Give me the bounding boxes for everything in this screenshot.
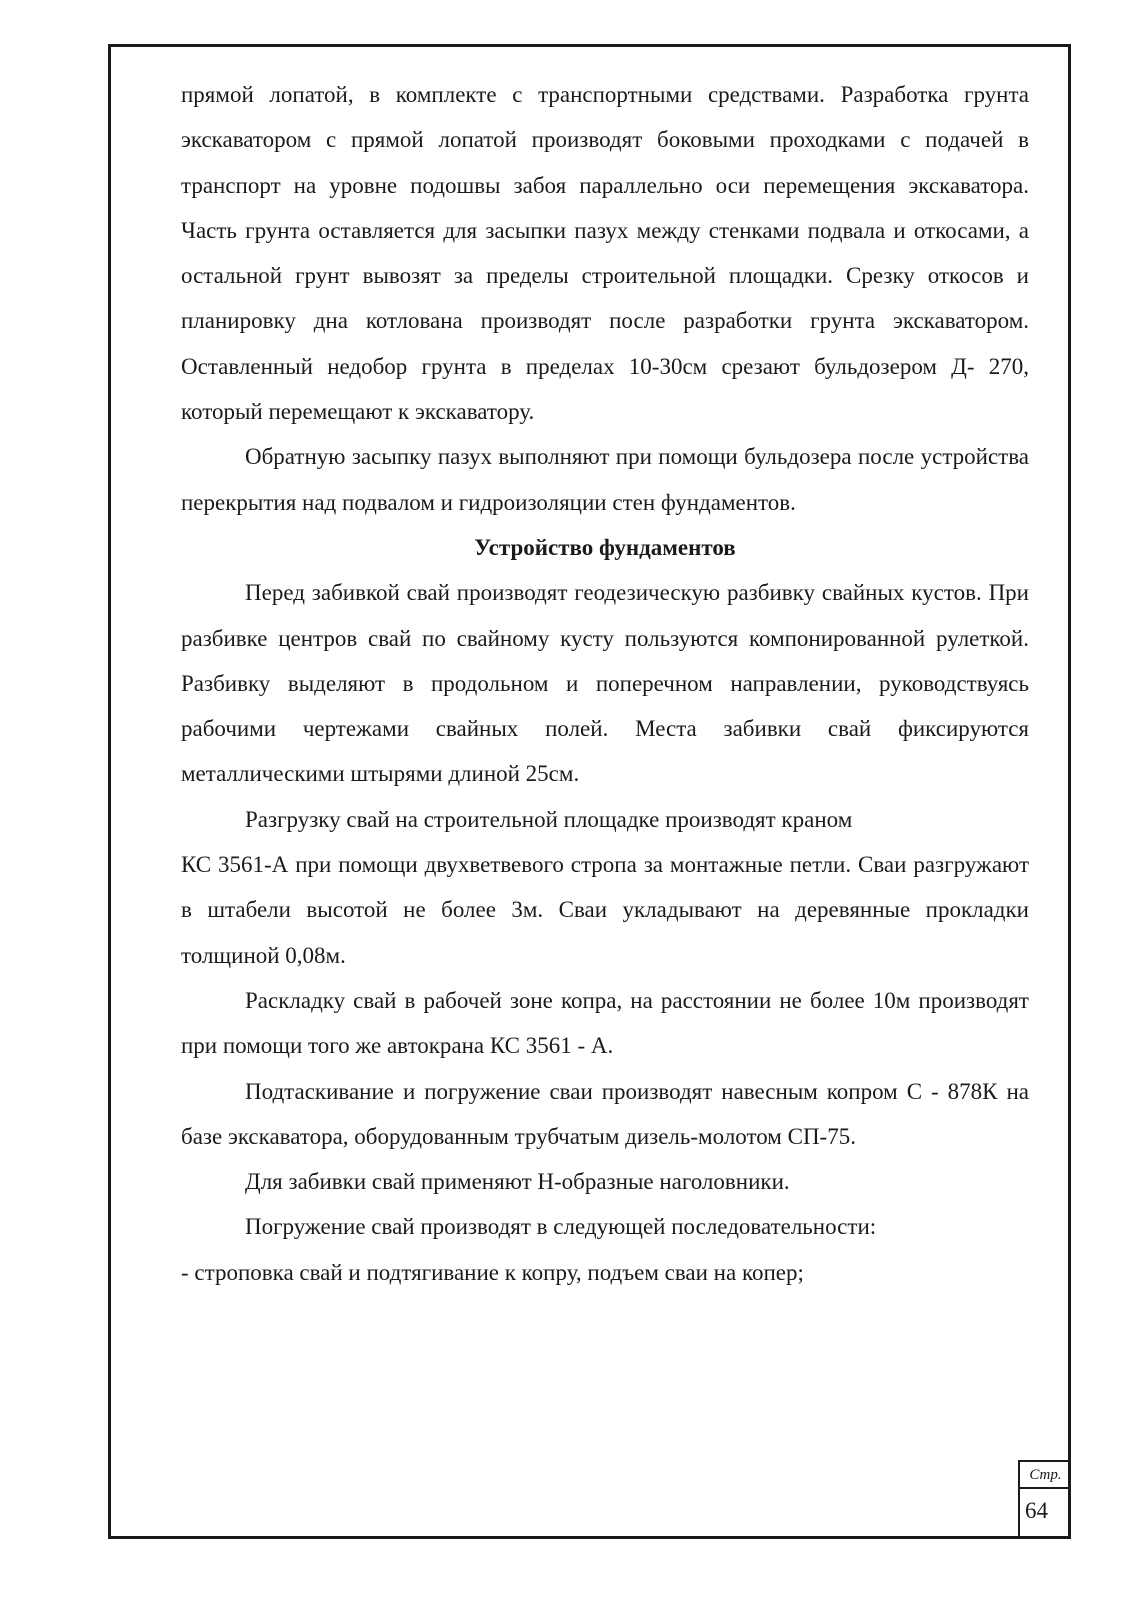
list-item: - строповка свай и подтягивание к копру, подъем сваи на копер; [181, 1259, 804, 1285]
paragraph: прямой лопатой, в комплекте с транспортными средствами. Разработка грунта экскаватором с прямой лопатой производят боковыми проходками с подачей в транспорт на уровне подошвы забоя параллельно оси перемещения экскаватора. Часть грунта оставляется для засыпки пазух между стенками подвала и откосами, а остальной грунт вывозят за пределы строительной площадки. Срезку откосов и планировку дна котлована производят после разработки грунта экскаватором. Оставленный недобор грунта в пределах 10-30см срезают бульдозером Д- 270, который перемещают к экскаватору. [181, 82, 1029, 425]
paragraph: Подтаскивание и погружение сваи производят навесным копром С - 878К на базе экскаватора, оборудованным трубчатым дизель-молотом СП-75. [181, 1078, 1029, 1149]
section-heading: Устройство фундаментов [474, 534, 736, 560]
paragraph: Погружение свай производят в следующей последовательности: [245, 1214, 877, 1240]
paragraph: КС 3561-А при помощи двухветвевого стропа за монтажные петли. Сваи разгружают в штабели высотой не более 3м. Сваи укладывают на деревянные прокладки толщиной 0,08м. [181, 852, 1029, 968]
paragraph: Перед забивкой свай производят геодезическую разбивку свайных кустов. При разбивке центров свай по свайному кусту пользуются компонированной рулеткой. Разбивку выделяют в продольном и поперечном направлении, руководствуясь рабочими чертежами свайных полей. Места забивки свай фиксируются металлическими штырями длиной 25см. [181, 580, 1029, 787]
page-content [181, 72, 1029, 1295]
paragraph: Для забивки свай применяют Н-образные наголовники. [245, 1169, 790, 1195]
paragraph: Обратную засыпку пазух выполняют при помощи бульдозера после устройства перекрытия над подвалом и гидроизоляции стен фундаментов. [181, 444, 1029, 515]
page-number: 64 [1025, 1498, 1048, 1523]
page-number-box [1018, 1460, 1071, 1539]
page-label: Стр. [1020, 1462, 1071, 1489]
paragraph: Разгрузку свай на строительной площадке производят краном [245, 806, 853, 832]
paragraph: Раскладку свай в рабочей зоне копра, на расстоянии не более 10м производят при помощи того же автокрана КС 3561 - А. [181, 987, 1029, 1059]
